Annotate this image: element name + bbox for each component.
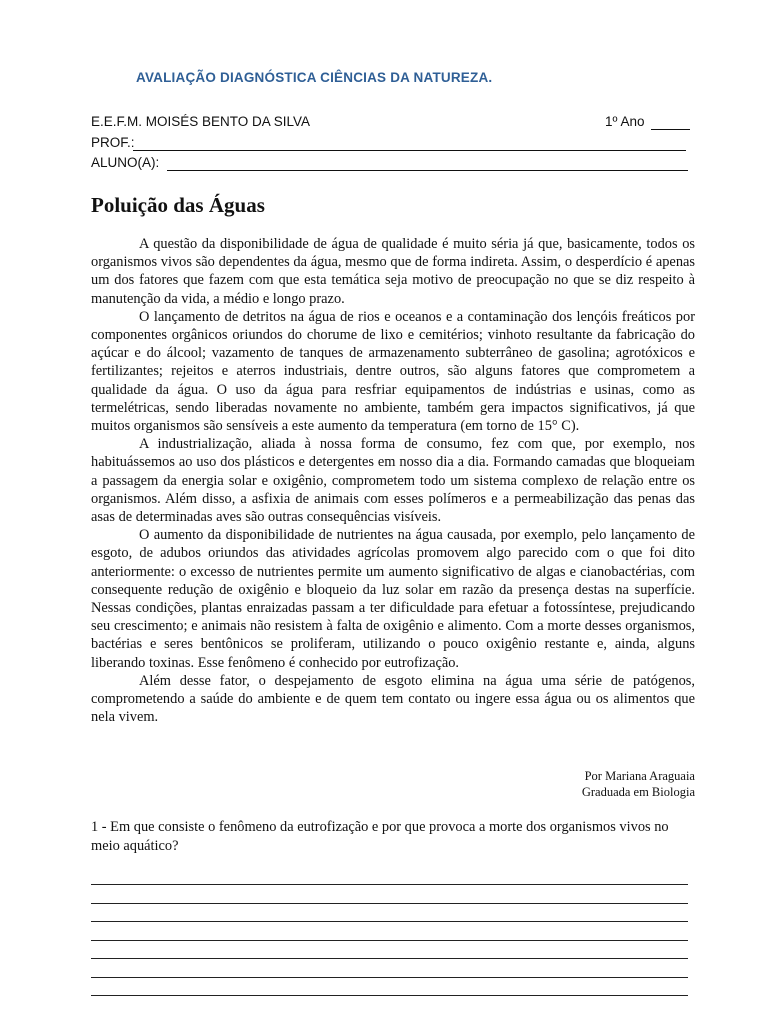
paragraph: O lançamento de detritos na água de rios e oceanos e a contaminação dos lençóis freáticos por componentes orgânicos oriundos do chorume de lixo e cemitérios; vinhoto resultante da fabricação do açúcar e do álcool; vazamento de tanques de armazenamento subterrâneo de gasolina; agrotóxicos e fertilizantes; rejeitos e aterros industriais, dentre outros, são alguns fatores que comprometem a qualidade da água. O uso da água para resfriar equipamentos de indústrias e usinas, como as termelétricas, sendo liberadas novamente no ambiente, também gera impactos significativos, já que muitos organismos são sensíveis a este aumento da temperatura (em torno de 15° C). (91, 308, 695, 435)
paragraph: Além desse fator, o despejamento de esgoto elimina na água uma série de patógenos, comprometendo a saúde do ambiente e de quem tem contato ou ingere essa água ou os alimentos que nela vivem. (91, 672, 695, 726)
student-row (91, 155, 688, 170)
answer-line[interactable] (91, 921, 688, 922)
answer-line[interactable] (91, 940, 688, 941)
question-1: 1 - Em que consiste o fenômeno da eutrofização e por que provoca a morte dos organismos vivos no meio aquático? (91, 819, 669, 854)
answer-line[interactable] (91, 884, 688, 885)
answer-line[interactable] (91, 958, 688, 959)
article-title: Poluição das Águas (91, 193, 265, 217)
answer-line[interactable] (91, 995, 688, 996)
student-label: ALUNO(A): (91, 155, 160, 170)
answer-line[interactable] (91, 977, 688, 978)
answer-line[interactable] (91, 903, 688, 904)
student-blank[interactable] (167, 170, 688, 171)
author-name: Por Mariana Araguaia (584, 769, 695, 783)
article-body (91, 235, 695, 726)
grade-blank[interactable] (651, 129, 690, 130)
paragraph: O aumento da disponibilidade de nutrientes na água causada, por exemplo, pelo lançamento de esgoto, de adubos oriundos das atividades agrícolas promovem algo parecido com o que foi dito anteriormente: o excesso de nutrientes permite um aumento significativo de algas e cianobactérias, com consequente redução de oxigênio e bloqueio da luz solar em razão da presença destas na superfície. Nessas condições, plantas enraizadas passam a ter dificuldade para efetuar a fotossíntese, prejudicando seu crescimento; e animais não resistem à falta de oxigênio e alimento. Com a morte desses organismos, bactérias e seres bentônicos se proliferam, utilizando o pouco oxigênio restante e, ainda, alguns liberando toxinas. Esse fenômeno é conhecido por eutrofização. (91, 527, 695, 671)
school-row (91, 114, 688, 129)
author-role: Graduada em Biologia (581, 785, 695, 799)
teacher-blank[interactable] (133, 150, 686, 151)
article-byline (582, 768, 695, 800)
school-name: E.E.F.M. MOISÉS BENTO DA SILVA (91, 114, 311, 129)
paragraph: A industrialização, aliada à nossa forma de consumo, fez com que, por exemplo, nos habituássemos ao uso dos plásticos e detergentes em nosso dia a dia. Formando camadas que bloqueiam a passagem da energia solar e oxigênio, comprometem todo um sistema complexo de relação entre os organismos. Além disso, a asfixia de animais com esses polímeros e a permeabilização das penas das asas de determinadas aves são outras consequências visíveis. (91, 436, 695, 526)
exam-title: AVALIAÇÃO DIAGNÓSTICA CIÊNCIAS DA NATUREZA. (136, 70, 493, 85)
teacher-label: PROF.: (91, 135, 135, 150)
teacher-row (91, 135, 688, 150)
grade-label: 1º Ano (605, 114, 645, 129)
paragraph: A questão da disponibilidade de água de qualidade é muito séria já que, basicamente, todos os organismos vivos são dependentes da água, mesmo que de forma indireta. Assim, o desperdício é apenas um dos fatores que fazem com que esta temática seja motivo de preocupação no que se diz respeito à manutenção da vida, a médio e longo prazo. (91, 236, 695, 307)
